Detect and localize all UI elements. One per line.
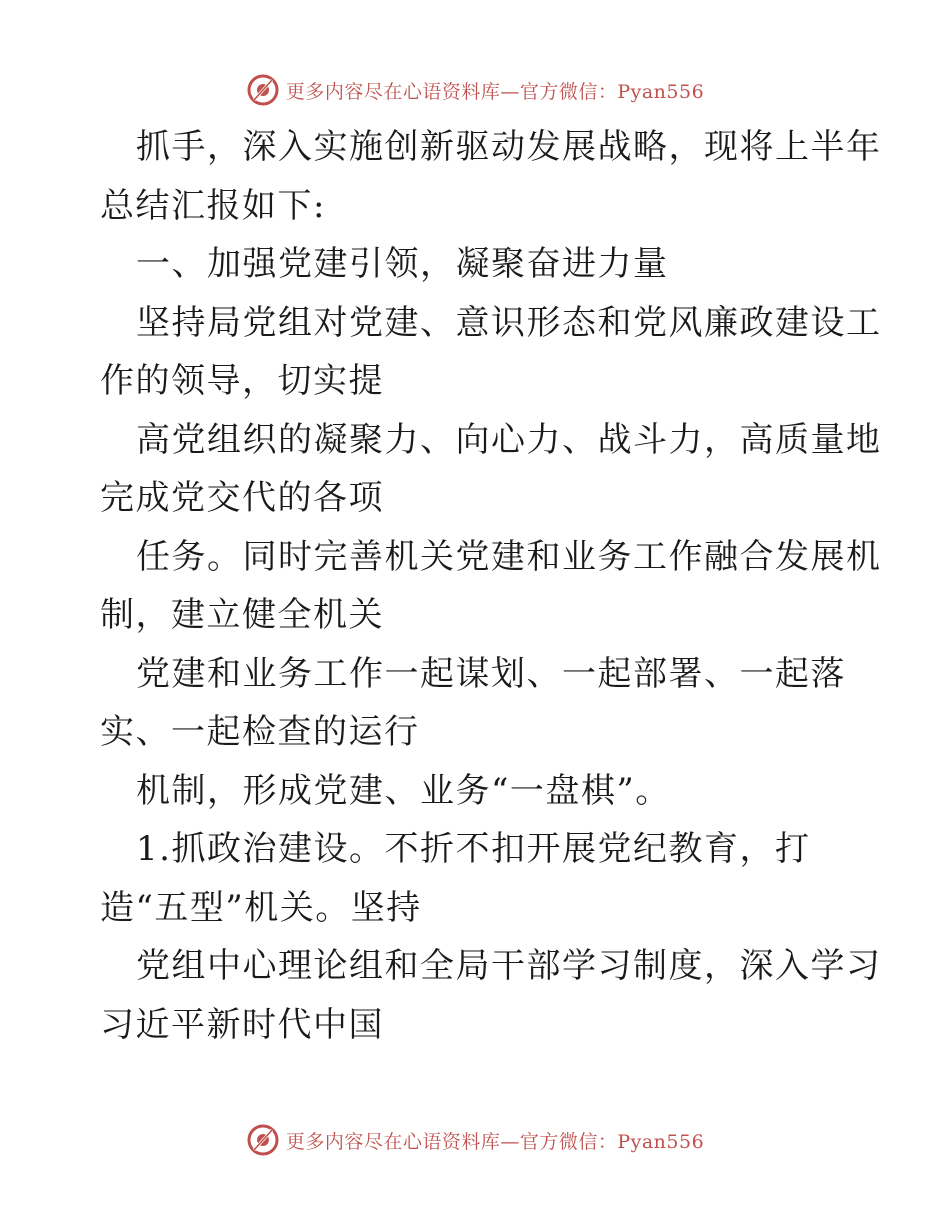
body-line-11: 实、一起检查的运行 [100, 712, 420, 752]
body-line-10: 党建和业务工作一起谋划、一起部署、一起落 [136, 653, 846, 694]
body-line-6: 高党组织的凝聚力、向心力、战斗力，高质量地 [136, 419, 882, 460]
section-heading: 一、加强党建引领，凝聚奋进力量 [136, 244, 669, 284]
body-line-2: 总结汇报如下: [100, 185, 326, 226]
body-line-14: 造“五型”机关。坚持 [100, 887, 422, 928]
logo-icon [246, 73, 280, 107]
document-body [100, 118, 882, 1054]
body-line-4: 坚持局党组对党建、意识形态和党风廉政建设工 [136, 302, 882, 343]
watermark-text: 更多内容尽在心语资料库—官方微信：Pyan556 [285, 1130, 705, 1153]
body-line-9: 制，建立健全机关 [100, 595, 384, 635]
logo-icon [246, 1123, 280, 1157]
body-line-7: 完成党交代的各项 [100, 478, 384, 518]
body-line-8: 任务。同时完善机关党建和业务工作融合发展机 [136, 536, 882, 577]
body-line-1: 抓手，深入实施创新驱动发展战略，现将上半年 [136, 127, 882, 167]
body-line-5: 作的领导，切实提 [100, 361, 384, 401]
watermark-text: 更多内容尽在心语资料库—官方微信：Pyan556 [285, 80, 705, 103]
header-watermark [0, 70, 950, 110]
body-line-15: 党组中心理论组和全局干部学习制度，深入学习 [136, 946, 882, 986]
body-line-16: 习近平新时代中国 [100, 1004, 384, 1045]
footer-watermark [0, 1120, 950, 1160]
subsection-heading: 1.抓政治建设。不折不扣开展党纪教育，打 [136, 829, 811, 869]
body-line-12: 机制，形成党建、业务“一盘棋”。 [136, 770, 671, 811]
